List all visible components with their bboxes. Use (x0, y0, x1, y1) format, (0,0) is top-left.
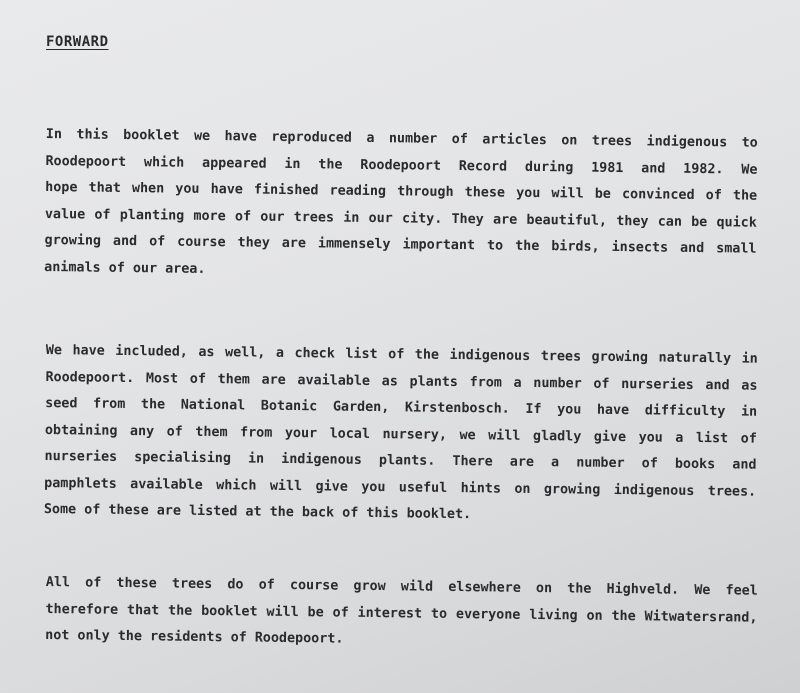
paragraph-2 (44, 338, 758, 532)
document-heading: FORWARD (46, 34, 109, 50)
paragraph-line: pamphlets available which will give you useful hints on growing indigenous trees. (44, 475, 757, 500)
paragraph-line: In this booklet we have reproduced a number of articles on trees indigenous to (45, 126, 758, 151)
paragraph-line: Roodepoort. Most of them are available as plants from a number of nurseries and as (45, 369, 758, 394)
paragraph-line: therefore that the booklet will be of interest to everyone living on the Witwatersrand, (45, 601, 758, 626)
paragraph-line: Some of these are listed at the back of this booklet. (43, 501, 472, 523)
paragraph-line: animals of our area. (44, 259, 206, 277)
paragraph-line: Roodepoort which appeared in the Roodepoort Record during 1981 and 1982. We (45, 153, 758, 178)
paragraph-line: We have included, as well, a check list of the indigenous trees growing naturally in (45, 342, 758, 367)
paragraph-line: hope that when you have finished reading through these you will be convinced of the (45, 179, 758, 204)
paragraph-line: seed from the National Botanic Garden, Kirstenbosch. If you have difficulty in (45, 395, 758, 420)
paragraph-line: obtaining any of them from your local nursery, we will gladly give you a list of (44, 422, 757, 447)
paragraph-line: not only the residents of Roodepoort. (45, 627, 344, 647)
paragraph-1 (44, 122, 758, 290)
paragraph-3 (45, 570, 758, 658)
paragraph-line: value of planting more of our trees in our city. They are beautiful, they can be quick (44, 206, 757, 231)
paragraph-line: All of these trees do of course grow wild elsewhere on the Highveld. We feel (45, 574, 758, 599)
paragraph-line: growing and of course they are immensely important to the birds, insects and small (44, 232, 757, 257)
paragraph-line: nurseries specialising in indigenous plants. There are a number of books and (44, 448, 757, 473)
